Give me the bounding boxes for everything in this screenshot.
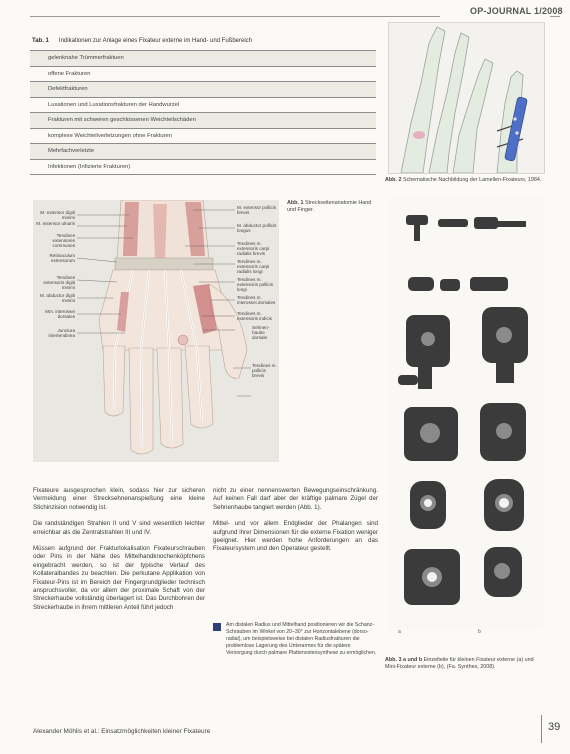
anatomy-label: Tendines m. extensoris carpi radialis longi (237, 259, 270, 274)
figure3-label-b: b (478, 629, 481, 635)
table-row: gelenknahe Trümmerfraktuen (30, 51, 376, 67)
journal-title: OP-JOURNAL 1/2008 (470, 6, 563, 16)
anatomy-label: M. abductor pollicis longus (237, 223, 277, 233)
note-box (213, 622, 378, 657)
figure3-caption-label: Abb. 3 a und b (385, 657, 423, 663)
paragraph: Müssen aufgrund der Frakturlokalisation Fixateurschrauben oder Pins in der Nähe des Mittelhandknochenköpfchens eingebracht werden, so ist der typische Verlauf des Kollateralbandes zu beachten. Die perkutane Applikation von Fixateur-Pins ist im Bereich der Fingergrundglieder technisch anspruchsvoller, da vor allem der proximale Schaft von der Streckerhaube vollständig überlagert ist. Das Durchbohren der Streckerhaube in ihrem mittleren Anteil führt jedoch (33, 545, 205, 611)
anatomy-label: Mm. interossei dorsales (45, 309, 75, 319)
figure1-caption-label: Abb. 1 (287, 200, 304, 206)
anatomy-label: Tendines extensoris digiti minimi (43, 275, 75, 290)
page-number-rule (541, 715, 542, 743)
table-row: Infektionen (Infizierte Frakturen) (30, 160, 376, 176)
figure3-caption-text: Einzelteile für kleinen Fixateur externe (a) und Mini-Fixateur externe (b), (Fa. Synthes, 2008). (385, 657, 534, 670)
paragraph: Fixateure ausgesprochen klein, sodass hier zur sicheren Vermeidung einer Strecksehnenanspießung eine kleine Stichinzision notwendig ist. (33, 487, 205, 511)
table-title: Indikationen zur Anlage eines Fixateur externe im Hand- und Fußbereich (58, 38, 253, 44)
paragraph: Die randständigen Strahlen II und V sind wesentlich leichter erreichbar als die Zentralstrahlen III und IV. (33, 520, 205, 536)
anatomy-label: M. extensor pollicis brevis (237, 205, 277, 215)
figure1-caption (287, 200, 379, 214)
table-caption (30, 38, 376, 51)
figure2-caption (385, 177, 543, 184)
table-row: Mehrfachverletzte (30, 144, 376, 160)
anatomy-label: Sehnen-haube dorsale (252, 325, 270, 340)
figure3-caption (385, 657, 543, 671)
anatomy-label: M. extensor ulnaris (36, 221, 75, 226)
table-row: Frakturen mit schweren geschlossenen Weichteilschäden (30, 113, 376, 129)
page-number: 39 (548, 721, 561, 733)
anatomy-label: Junctura intertendinea (48, 328, 75, 338)
anatomy-label: Tendines extensores communes (52, 233, 75, 248)
anatomy-label: Tendines m. pollicis brevis (252, 363, 277, 378)
table-body (30, 51, 376, 175)
body-column-2 (213, 487, 378, 562)
skeleton-schematic-illustration (389, 23, 544, 173)
paragraph: nicht zu einer nennenswerten Bewegungseinschränkung. Auf keinen Fall darf aber der kräftige palmare Zügel der Sehnenhaube tangiert werden (Abb. 1). (213, 487, 378, 511)
table-number: Tab. 1 (32, 38, 49, 44)
body-column-1 (33, 487, 205, 620)
table-row: offene Frakturen (30, 67, 376, 83)
figure1-caption-text: Streckseitenanatomie Hand und Finger. (287, 200, 372, 213)
fixateur-schematic-figure (388, 22, 545, 174)
figure2-caption-text: Schematische Nachbildung der Lamellen-Fixateurs, 1984. (402, 177, 542, 183)
anatomy-label: M. abductor digiti minimi (40, 293, 75, 303)
components-photo-illustration (388, 197, 543, 629)
table-row: komplexe Weichteilverletzungen ohne Frakturen (30, 129, 376, 145)
anatomy-label: Tendines m. extensoris carpi radialis brevis (237, 241, 270, 256)
anatomy-label: Tendines m. extensoris pollicis longi (237, 277, 273, 292)
anatomy-label: Tendines m. extensoris indicis (237, 311, 272, 321)
figure3-label-a: a (398, 629, 401, 635)
fixateur-components-figure (388, 197, 543, 635)
table-row: Defektfrakturen (30, 82, 376, 98)
note-text: Am distalen Radius und Mittelhand positionieren wir die Schanz-Schrauben im Winkel von 20–30° zur Horizontalebene (dorso-radial), um beispielsweise bei distalen Radiusfrakturen die problemlose Lagerung des Unterarmes für die spätere Versorgung durch palmare Plattenosteosynthese zu ermöglichen. (226, 622, 377, 656)
table-row: Luxationen und Luxationsfrakturen der Handwurzel (30, 98, 376, 114)
anatomy-label: M. extensor digiti minimi (40, 210, 75, 220)
note-square-icon (213, 623, 221, 631)
header-rule (30, 16, 440, 17)
hand-anatomy-figure (33, 200, 279, 462)
anatomy-label: Retinaculum extensorum (49, 253, 75, 263)
anatomy-label: Tendines m. interossei dorsales (237, 295, 276, 305)
indications-table (30, 38, 376, 175)
figure2-caption-label: Abb. 2 (385, 177, 402, 183)
paragraph: Mittel- und vor allem Endglieder der Phalangen sind aufgrund ihrer Dimensionen für die externe Fixation weniger geeignet. Hier werden hohe Anforderungen an das Fixateursystem und den Operateur gestellt. (213, 520, 378, 553)
footer-citation: Alexander Möhlis et al.: Einsatzmöglichkeiten kleiner Fixateure (33, 728, 211, 735)
header-rule-right (550, 16, 560, 17)
